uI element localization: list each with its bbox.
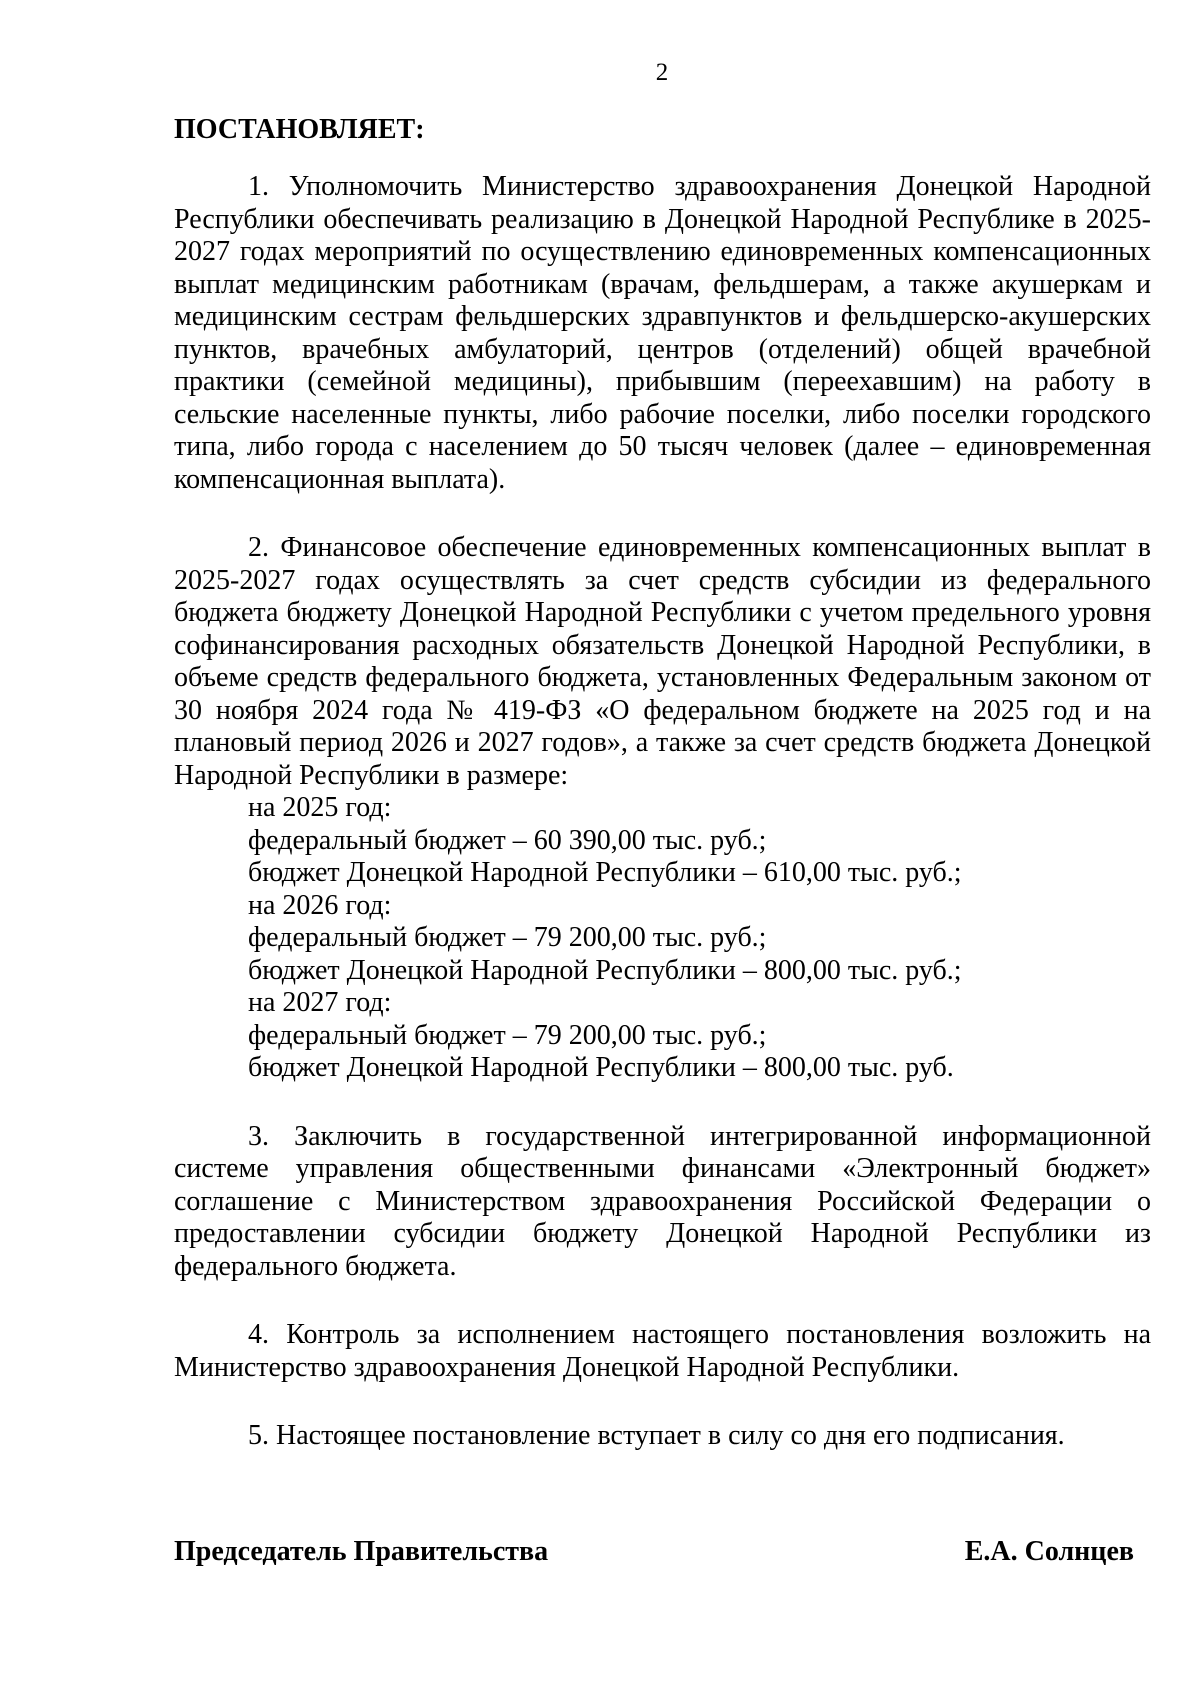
document-body bbox=[174, 114, 1151, 1453]
paragraph-1: 1. Уполномочить Министерство здравоохранения Донецкой Народной Республики обеспечивать реализацию в Донецкой Народной Республике в 2025-2027 годах мероприятий по осуществлению единовременных компенсационных выплат медицинским работникам (врачам, фельдшерам, а также акушеркам и медицинским сестрам фельдшерских здравпунктов и фельдшерско-акушерских пунктов, врачебных амбулаторий, центров (отделений) общей врачебной практики (семейной медицины), прибывшим (переехавшим) на работу в сельские населенные пункты, либо рабочие поселки, либо поселки городского типа, либо города с населением до 50 тысяч человек (далее – единовременная компенсационная выплата). bbox=[174, 171, 1151, 495]
budget-line: бюджет Донецкой Народной Республики – 800,00 тыс. руб.; bbox=[248, 954, 962, 986]
page-number: 2 bbox=[655, 59, 669, 86]
budget-line: на 2025 год: bbox=[248, 792, 392, 823]
signatory-name: Е.А. Солнцев bbox=[964, 1536, 1134, 1567]
budget-line: бюджет Донецкой Народной Республики – 800,00 тыс. руб. bbox=[248, 1052, 954, 1083]
spacer bbox=[174, 496, 1151, 532]
budget-line: бюджет Донецкой Народной Республики – 610,00 тыс. руб.; bbox=[248, 857, 962, 888]
budget-line: федеральный бюджет – 79 200,00 тыс. руб.; bbox=[248, 1019, 767, 1051]
spacer bbox=[174, 1384, 1151, 1420]
paragraph-5: 5. Настоящее постановление вступает в силу со дня его подписания. bbox=[248, 1420, 1065, 1451]
signatory-position: Председатель Правительства bbox=[174, 1536, 549, 1567]
spacer bbox=[174, 1283, 1151, 1319]
budget-line: федеральный бюджет – 79 200,00 тыс. руб.; bbox=[248, 922, 767, 953]
budget-line: федеральный бюджет – 60 390,00 тыс. руб.; bbox=[248, 824, 767, 856]
resolution-heading: ПОСТАНОВЛЯЕТ: bbox=[174, 114, 425, 145]
budget-line: на 2027 год: bbox=[248, 987, 392, 1018]
paragraph-2: 2. Финансовое обеспечение единовременных компенсационных выплат в 2025-2027 годах осуществлять за счет средств субсидии из федерального бюджета бюджету Донецкой Народной Республики с учетом предельного уровня софинансирования расходных обязательств Донецкой Народной Республики, в объеме средств федерального бюджета, установленных Федеральным законом от 30 ноября 2024 года № 419-ФЗ «О федеральном бюджете на 2025 год и на плановый период 2026 и 2027 годов», а также за счет средств бюджета Донецкой Народной Республики в размере: bbox=[174, 532, 1151, 791]
budget-line: на 2026 год: bbox=[248, 889, 392, 921]
paragraph-4: 4. Контроль за исполнением настоящего постановления возложить на Министерство здравоохранения Донецкой Народной Республики. bbox=[174, 1319, 1151, 1383]
paragraph-3: 3. Заключить в государственной интегрированной информационной системе управления общественными финансами «Электронный бюджет» соглашение с Министерством здравоохранения Российской Федерации о предоставлении субсидии бюджету Донецкой Народной Республики из федерального бюджета. bbox=[174, 1120, 1151, 1282]
budget-list bbox=[174, 792, 1151, 1085]
signature-block bbox=[174, 1536, 1134, 1568]
spacer bbox=[174, 1085, 1151, 1121]
